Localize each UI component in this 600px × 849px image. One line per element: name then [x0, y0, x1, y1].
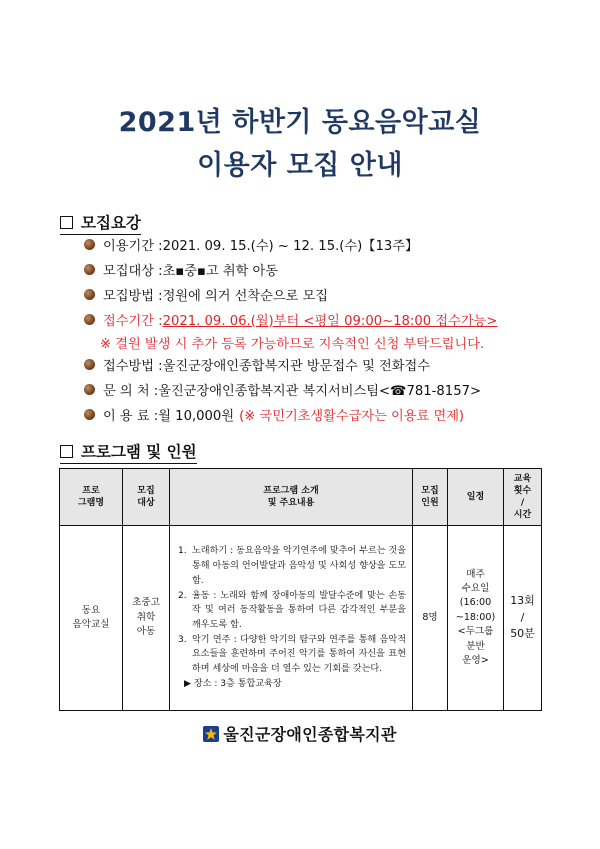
- info-line-application-period: [84, 309, 497, 329]
- header-sessions: 교육 횟수 / 시간: [504, 469, 542, 526]
- org-logo-icon: [203, 726, 219, 742]
- section-heading-label: 모집요강: [81, 214, 141, 232]
- info-value: 울진군장애인종합복지관 방문접수 및 전화접수: [162, 358, 430, 374]
- section-heading-label: 프로그램 및 인원: [81, 443, 197, 461]
- info-label: 접수기간 :: [103, 313, 163, 329]
- info-label: 이용기간 :: [103, 238, 163, 254]
- header-count: 모집 인원: [413, 469, 448, 526]
- bullet-icon: [84, 359, 95, 370]
- bullet-icon: [84, 264, 95, 275]
- info-label: 문 의 처 :: [103, 383, 159, 399]
- bullet-icon: [84, 314, 95, 325]
- cell-count: 8명: [413, 526, 448, 711]
- header-schedule: 일정: [448, 469, 504, 526]
- cell-description: [170, 526, 413, 711]
- title-line-2: 이용자 모집 안내: [197, 150, 403, 181]
- section-heading-recruitment: [60, 211, 141, 235]
- info-value: 정원에 의거 선착순으로 모집: [162, 288, 329, 304]
- info-line-fee: [84, 404, 464, 424]
- info-value: 월 10,000원: [158, 408, 235, 424]
- header-program-name: 프로 그램명: [60, 469, 123, 526]
- org-name: 울진군장애인종합복지관: [223, 725, 397, 744]
- info-line-period: [84, 234, 418, 254]
- info-line-target: [84, 259, 278, 279]
- title-line-1: 2021년 하반기 동요음악교실: [118, 107, 482, 138]
- header-target: 모집 대상: [123, 469, 170, 526]
- cell-target: 초중고 취학 아동: [123, 526, 170, 711]
- program-table: [59, 468, 542, 711]
- section-heading-program: [60, 440, 197, 464]
- footer-logo: [0, 722, 600, 745]
- desc-item: 2. 율동 : 노래와 함께 장애아동의 발달수준에 맞는 손동작 및 여러 동작활동을 통하여 다른 감각적인 부분을 깨우도록 함.: [178, 590, 406, 630]
- desc-item: 3. 악기 연주 : 다양한 악기의 탐구와 연주를 통해 음악적 요소들을 훈련하며 주어진 악기를 통하여 자신을 표현하며 세상에 마음을 더 열수 있는 기회를 갖는다.: [178, 634, 406, 675]
- cell-program-name: 동요 음악교실: [60, 526, 123, 711]
- bullet-icon: [84, 409, 95, 420]
- desc-place: ▶ 장소 : 3층 통합교육장: [184, 678, 282, 689]
- table-row: [60, 526, 542, 711]
- info-label: 이 용 료 :: [103, 408, 159, 424]
- info-label: 접수방법 :: [103, 358, 163, 374]
- notice-text: ※ 결원 발생 시 추가 등록 가능하므로 지속적인 신청 부탁드립니다.: [100, 337, 485, 352]
- bullet-icon: [84, 239, 95, 250]
- square-box-icon: [60, 445, 73, 458]
- info-value: 초▪중▪고 취학 아동: [162, 263, 279, 279]
- bullet-icon: [84, 289, 95, 300]
- header-description: 프로그램 소개 및 주요내용: [170, 469, 413, 526]
- info-label: 모집대상 :: [103, 263, 163, 279]
- info-value: 2021. 09. 06.(월)부터 <평일 09:00~18:00 접수가능>: [162, 313, 498, 329]
- info-line-method: [84, 284, 328, 304]
- info-label: 모집방법 :: [103, 288, 163, 304]
- desc-item: 1. 노래하기 : 동요음악을 악기연주에 맞추어 부르는 것을 통해 아동의 언어발달과 음악성 및 사회성 향상을 도모함.: [178, 546, 406, 586]
- info-value: 울진군장애인종합복지관 복지서비스팀<☎781-8157>: [158, 383, 482, 399]
- info-line-contact: [84, 379, 481, 399]
- fee-note: (※ 국민기초생활수급자는 이용료 면제): [239, 408, 465, 424]
- cell-sessions: 13회 / 50분: [504, 526, 542, 711]
- bullet-icon: [84, 384, 95, 395]
- square-box-icon: [60, 216, 73, 229]
- info-line-application-method: [84, 354, 430, 374]
- info-value: 2021. 09. 15.(수) ~ 12. 15.(수)【13주】: [162, 238, 419, 254]
- cell-schedule: 매주 수요일 (16:00 ~18:00) <두그룹 분반 운영>: [448, 526, 504, 711]
- table-header-row: [60, 469, 542, 526]
